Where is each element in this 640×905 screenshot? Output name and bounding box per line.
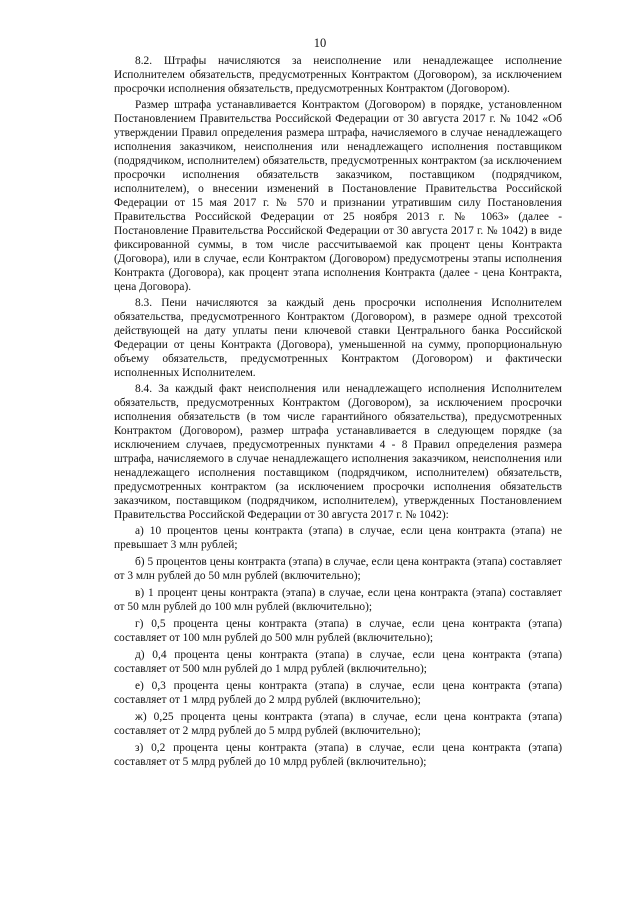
paragraph-8-4: 8.4. За каждый факт неисполнения или ненадлежащего исполнения Исполнителем обязательств, предусмотренных Контрактом (Договором), за исключением просрочки исполнения обязательств (в том числе гарантийного обязательства), предусмотренных Контрактом (Договором), размер штрафа устанавливается в следующем порядке (за исключением случаев, предусмотренных пунктами 4 - 8 Правил определения размера штрафа, начисляемого в случае ненадлежащего исполнения заказчиком, неисполнения или ненадлежащего исполнения поставщиком (подрядчиком, исполнителем) обязательств, предусмотренных контрактом (за исключением просрочки исполнения обязательств заказчиком, поставщиком (подрядчиком, исполнителем), утвержденных Постановлением Правительства Российской Федерации от 30 августа 2017 г. № 1042): xyxy=(114,383,562,521)
page-number: 10 xyxy=(313,36,327,50)
list-item-a: а) 10 процентов цены контракта (этапа) в случае, если цена контракта (этапа) не превышает 3 млн рублей; xyxy=(114,525,562,551)
list-item-g: г) 0,5 процента цены контракта (этапа) в случае, если цена контракта (этапа) составляет от 100 млн рублей до 500 млн рублей (включительно); xyxy=(114,618,562,644)
list-item-v: в) 1 процент цены контракта (этапа) в случае, если цена контракта (этапа) составляет от 50 млн рублей до 100 млн рублей (включительно); xyxy=(114,587,562,613)
paragraph-8-3: 8.3. Пени начисляются за каждый день просрочки исполнения Исполнителем обязательства, предусмотренного Контрактом (Договором), в размере одной трехсотой действующей на дату уплаты пени ключевой ставки Центрального банка Российской Федерации от цены Контракта (Договора), уменьшенной на сумму, пропорциональную объему обязательств, предусмотренных Контрактом (Договором) и фактически исполненных Исполнителем. xyxy=(114,297,562,379)
list-item-b: б) 5 процентов цены контракта (этапа) в случае, если цена контракта (этапа) составляет от 3 млн рублей до 50 млн рублей (включительно); xyxy=(114,556,562,582)
paragraph-fine-size: Размер штрафа устанавливается Контрактом (Договором) в порядке, установленном Постановлением Правительства Российской Федерации от 30 августа 2017 г. № 1042 «Об утверждении Правил определения размера штрафа, начисляемого в случае ненадлежащего исполнения заказчиком, неисполнения или ненадлежащего исполнения поставщиком (подрядчиком, исполнителем) обязательств, предусмотренных контрактом (за исключением просрочки исполнения обязательств заказчиком, поставщиком (подрядчиком, исполнителем), о внесении изменений в Постановление Правительства Российской Федерации от 15 мая 2017 г. № 570 и признании утратившим силу Постановления Правительства Российской Федерации от 25 ноября 2013 г. № 1063» (далее - Постановление Правительства Российской Федерации от 30 августа 2017 г. № 1042) в виде фиксированной суммы, в том числе рассчитываемой как процент цены Контракта (Договора), или в случае, если Контрактом (Договором) предусмотрены этапы исполнения Контракта (Договора), как процент этапа исполнения Контракта (далее - цена Контракта, цена Договора). xyxy=(114,99,562,293)
list-item-d: д) 0,4 процента цены контракта (этапа) в случае, если цена контракта (этапа) составляет от 500 млн рублей до 1 млрд рублей (включительно); xyxy=(114,649,562,675)
list-item-z: з) 0,2 процента цены контракта (этапа) в случае, если цена контракта (этапа) составляет от 5 млрд рублей до 10 млрд рублей (включительно); xyxy=(114,742,562,768)
list-item-e: е) 0,3 процента цены контракта (этапа) в случае, если цена контракта (этапа) составляет от 1 млрд рублей до 2 млрд рублей (включительно); xyxy=(114,680,562,706)
document-body xyxy=(114,54,562,772)
paragraph-8-2: 8.2. Штрафы начисляются за неисполнение или ненадлежащее исполнение Исполнителем обязательств, предусмотренных Контрактом (Договором), за исключением просрочки исполнения обязательств, предусмотренных Контрактом (Договором). xyxy=(114,55,562,95)
list-item-zh: ж) 0,25 процента цены контракта (этапа) в случае, если цена контракта (этапа) составляет от 2 млрд рублей до 5 млрд рублей (включительно); xyxy=(114,711,562,737)
